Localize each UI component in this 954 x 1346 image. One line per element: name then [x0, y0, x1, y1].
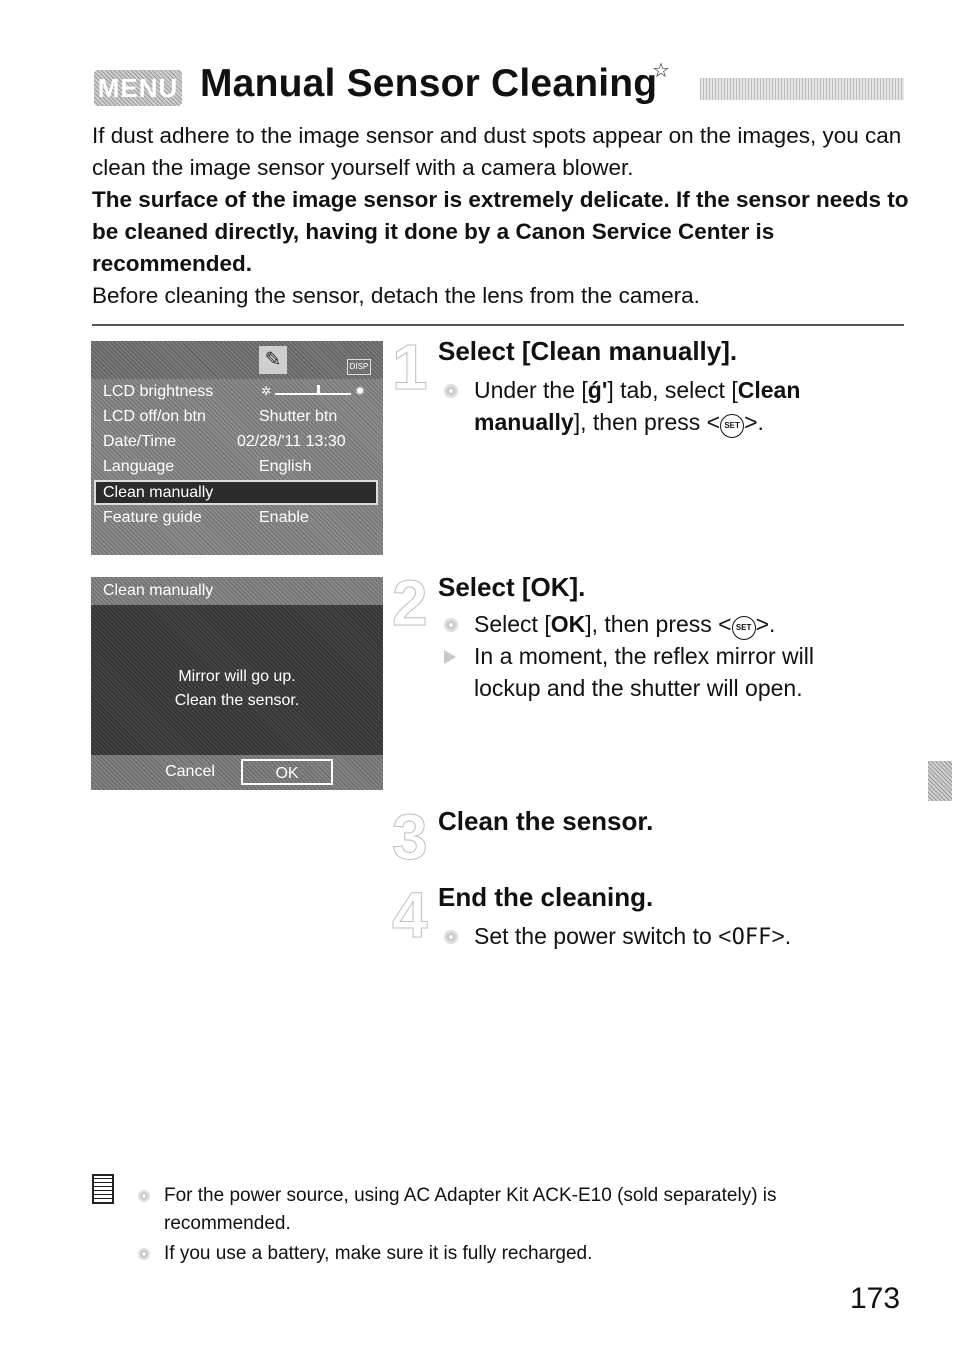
step-title: End the cleaning.	[438, 882, 654, 912]
step-instruction: Set the power switch to <OFF>.	[474, 923, 792, 950]
chapter-tab	[928, 761, 952, 801]
step-number: 3	[392, 801, 428, 873]
page-number: 173	[850, 1282, 901, 1315]
menu-row	[91, 429, 383, 454]
menu-row-label: Clean manually	[103, 484, 214, 501]
title-decor-bar	[700, 78, 904, 100]
brightness-slider	[261, 385, 365, 397]
step-title: Clean the sensor.	[438, 806, 654, 836]
menu-row-label: LCD brightness	[103, 383, 214, 400]
dialog-header	[91, 577, 383, 605]
disp-icon: DISP	[347, 359, 371, 375]
intro-warning: The surface of the image sensor is extremely delicate. If the sensor needs to be cleaned directly, having it done by a Canon Service Center is recommended.	[92, 187, 909, 276]
intro-text	[92, 120, 912, 312]
bullet-icon	[138, 1248, 150, 1260]
step-number: 2	[392, 567, 428, 639]
camera-menu-screenshot	[91, 341, 383, 555]
bullet-icon	[444, 618, 458, 632]
step-instruction: Under the [ǵ'] tab, select [Clean manually], then press < SET >.	[474, 374, 894, 438]
note: For the power source, using AC Adapter Kit ACK-E10 (sold separately) is recommended.	[164, 1185, 777, 1234]
dialog-message-line: Clean the sensor.	[174, 692, 300, 709]
menu-badge: MENU	[94, 70, 182, 106]
menu-row	[91, 505, 383, 530]
clean-dialog-screenshot	[91, 577, 383, 790]
menu-row-value: 02/28/'11 13:30	[237, 433, 346, 450]
menu-row-value: Enable	[259, 509, 309, 526]
menu-row-label: LCD off/on btn	[103, 408, 206, 425]
dialog-message	[91, 665, 383, 713]
menu-row	[91, 379, 383, 404]
step-title: Select [OK].	[438, 572, 586, 602]
memo-icon	[92, 1174, 114, 1204]
wrench-tab-icon: ǵ'	[587, 377, 608, 403]
off-switch-label: OFF	[731, 925, 772, 950]
dialog-message-line: Mirror will go up.	[178, 668, 296, 685]
menu-row-value: English	[259, 458, 312, 475]
step-number: 4	[392, 879, 428, 951]
bullet-icon	[444, 930, 458, 944]
menu-row-selected	[94, 480, 378, 505]
menu-row-label: Date/Time	[103, 433, 177, 450]
set-button-icon: SET	[732, 616, 756, 640]
cancel-button: Cancel	[165, 763, 215, 780]
result-arrow-icon	[444, 650, 456, 664]
sun-dim-icon: ✲	[261, 384, 272, 398]
bullet-icon	[444, 384, 458, 398]
divider	[92, 324, 904, 326]
menu-row	[91, 404, 383, 429]
menu-row	[91, 454, 383, 479]
step-result: In a moment, the reflex mirror will lockup and the shutter will open.	[474, 643, 814, 701]
page-title: Manual Sensor Cleaning	[200, 62, 658, 105]
menu-row-label: Feature guide	[103, 509, 202, 526]
step-instruction: Select [OK], then press < SET >.	[474, 608, 894, 640]
set-button-icon: SET	[720, 414, 744, 438]
step-title: Select [Clean manually].	[438, 336, 738, 366]
menu-row-label: Language	[103, 458, 175, 475]
ok-button: OK	[241, 759, 333, 785]
star-icon: ☆	[652, 60, 670, 82]
sun-bright-icon: ✹	[355, 384, 366, 398]
dialog-buttons	[91, 755, 383, 790]
menu-row-value: Shutter btn	[259, 408, 338, 425]
note: If you use a battery, make sure it is fully recharged.	[164, 1243, 593, 1264]
bullet-icon	[138, 1190, 150, 1202]
step-number: 1	[392, 331, 428, 403]
menu-tabs	[91, 341, 383, 379]
dialog-title: Clean manually	[103, 582, 214, 599]
wrench-tab-icon: ✎	[259, 346, 287, 374]
intro-instruction: Before cleaning the sensor, detach the lens from the camera.	[92, 283, 700, 308]
intro-paragraph: If dust adhere to the image sensor and dust spots appear on the images, you can clean the image sensor yourself with a camera blower.	[92, 123, 902, 180]
